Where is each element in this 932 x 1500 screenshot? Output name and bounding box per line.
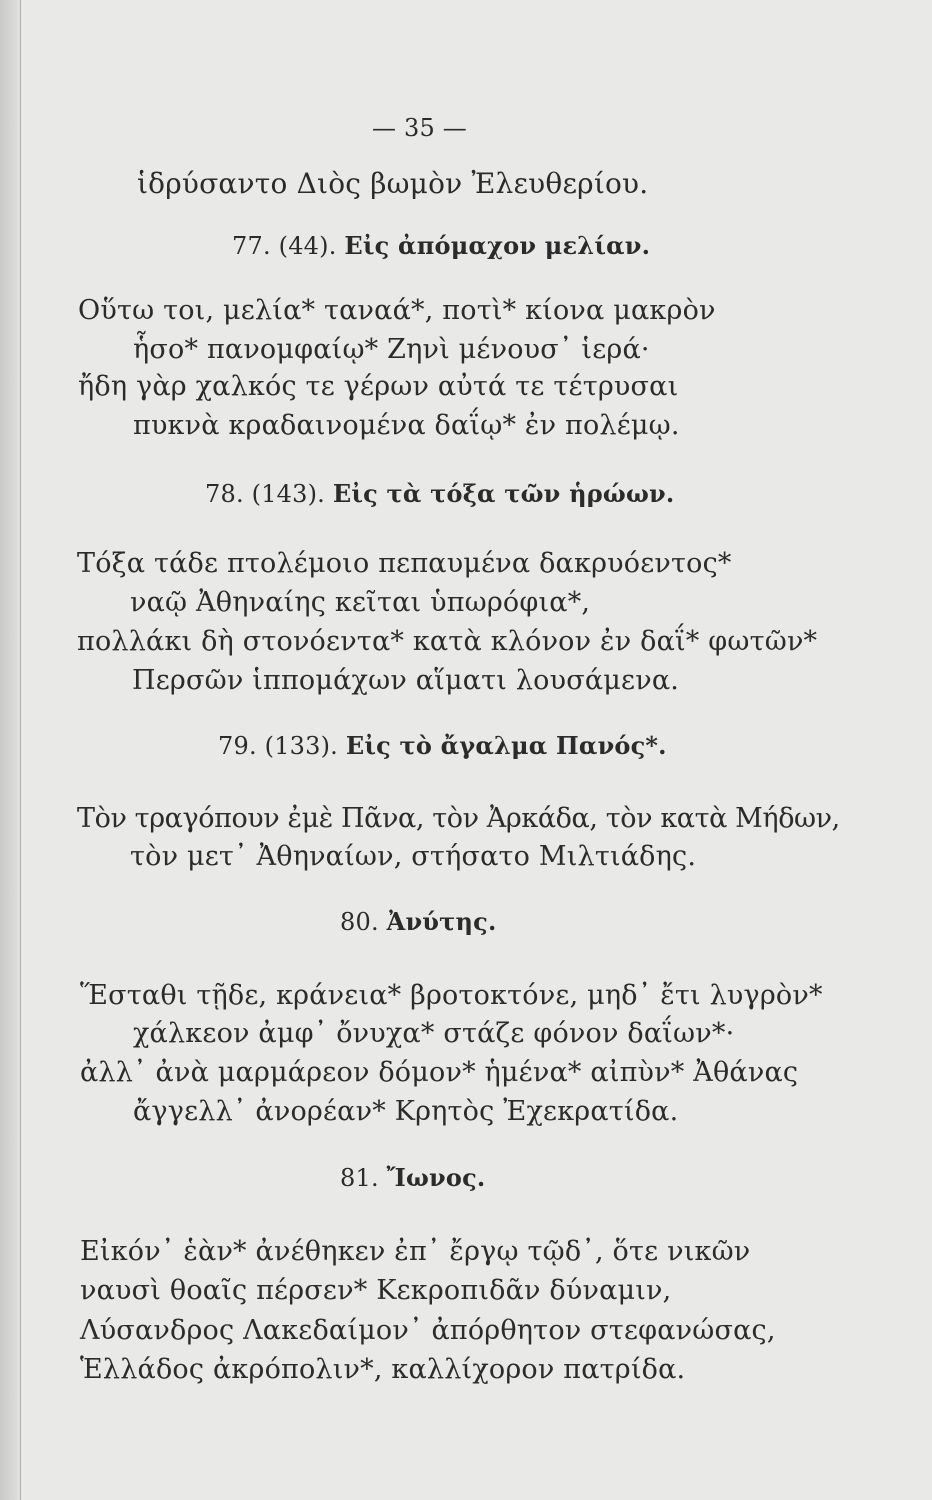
poem-number: 80. bbox=[340, 908, 379, 936]
poem-number: 77. bbox=[232, 232, 271, 260]
poem-line: χάλκεον ἀμφ᾽ ὄνυχα* στάζε φόνον δαΐων*· bbox=[133, 1018, 735, 1049]
poem-line: ἄγγελλ᾽ ἀνορέαν* Κρητὸς Ἐχεκρατίδα. bbox=[133, 1096, 679, 1127]
poem-line: πυκνὰ κραδαινομένα δαΐῳ* ἐν πολέμῳ. bbox=[133, 410, 680, 441]
page-edge bbox=[20, 0, 21, 1500]
poem-line: Οὕτω τοι, μελία* ταναά*, ποτὶ* κίονα μακρὸν bbox=[78, 295, 716, 326]
poem-line: πολλάκι δὴ στονόεντα* κατὰ κλόνον ἐν δαΐ* φωτῶν* bbox=[77, 626, 818, 657]
poem-line: ἧσο* πανομφαίῳ* Ζηνὶ μένουσ᾽ ἱερά· bbox=[133, 334, 650, 365]
poem-line: Λύσανδρος Λακεδαίμον᾽ ἀπόρθητον στεφανώσας, bbox=[80, 1315, 776, 1346]
poem-line: ναυσὶ θοαῖς πέρσεν* Κεκροπιδᾶν δύναμιν, bbox=[80, 1275, 672, 1306]
poem-line: Περσῶν ἱππομάχων αἵματι λουσάμενα. bbox=[132, 665, 680, 696]
poem-line: Τόξα τάδε πτολέμοιο πεπαυμένα δακρυόεντος* bbox=[77, 548, 732, 579]
poem-heading-77 bbox=[232, 230, 650, 262]
page-gutter-shadow bbox=[0, 0, 22, 1500]
poem-title: Εἰς τὰ τόξα τῶν ἡρώων. bbox=[332, 479, 675, 508]
poem-ref: (133). bbox=[264, 732, 338, 760]
poem-line: ἀλλ᾽ ἀνὰ μαρμάρεον δόμον* ἡμένα* αἰπὺν* Ἀθάνας bbox=[80, 1057, 799, 1088]
opening-line: ἱδρύσαντο Διὸς βωμὸν Ἐλευθερίου. bbox=[137, 167, 649, 200]
poem-heading-80 bbox=[340, 906, 497, 938]
poem-title: Εἰς ἀπόμαχον μελίαν. bbox=[344, 231, 651, 260]
poem-ref: (143). bbox=[251, 480, 325, 508]
poem-line: τὸν μετ᾽ Ἀθηναίων, στήσατο Μιλτιάδης. bbox=[130, 841, 697, 872]
poem-heading-79 bbox=[218, 730, 667, 762]
poem-title: Εἰς τὸ ἄγαλμα Πανός*. bbox=[345, 731, 667, 760]
poem-title: Ἀνύτης. bbox=[386, 907, 497, 936]
poem-line: ναῷ Ἀθηναίης κεῖται ὑπωρόφια*, bbox=[130, 587, 591, 618]
poem-title: Ἴωνος. bbox=[386, 1163, 486, 1192]
poem-line: Ἕσταθι τῇδε, κράνεια* βροτοκτόνε, μηδ᾽ ἔτι λυγρὸν* bbox=[80, 980, 823, 1011]
page-number: — 35 — bbox=[372, 114, 467, 142]
poem-number: 78. bbox=[205, 480, 244, 508]
poem-line: Τὸν τραγόπουν ἐμὲ Πᾶνα, τὸν Ἀρκάδα, τὸν κατὰ Μήδων, bbox=[77, 803, 840, 834]
poem-line: Εἰκόν᾽ ἑὰν* ἀνέθηκεν ἐπ᾽ ἔργῳ τῷδ᾽, ὅτε νικῶν bbox=[80, 1236, 751, 1267]
poem-heading-78 bbox=[205, 478, 674, 510]
poem-number: 81. bbox=[340, 1164, 379, 1192]
poem-number: 79. bbox=[218, 732, 257, 760]
poem-ref: (44). bbox=[278, 232, 337, 260]
poem-heading-81 bbox=[340, 1162, 485, 1194]
poem-line: Ἑλλάδος ἀκρόπολιν*, καλλίχορον πατρίδα. bbox=[80, 1354, 686, 1385]
poem-line: ἤδη γὰρ χαλκός τε γέρων αὐτά τε τέτρυσαι bbox=[78, 371, 679, 402]
